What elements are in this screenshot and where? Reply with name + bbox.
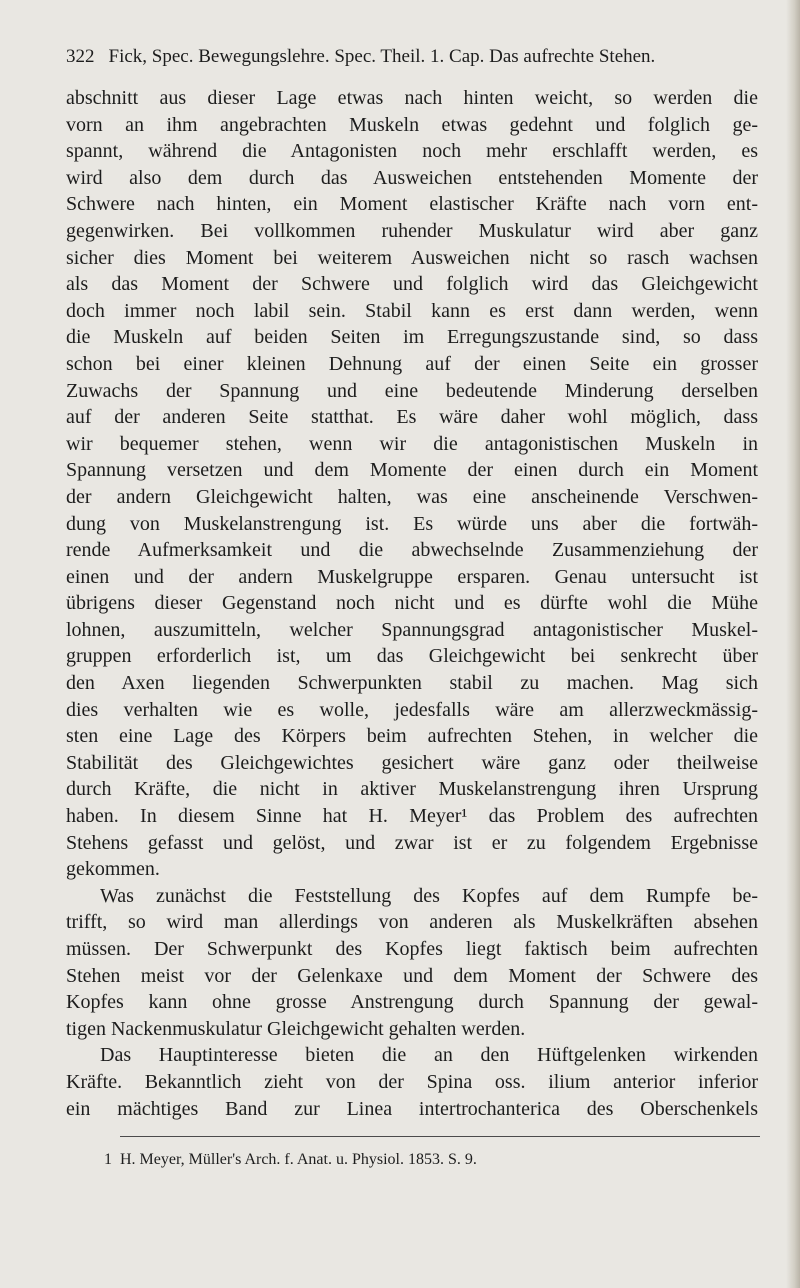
running-header — [66, 44, 746, 70]
text-line: der andern Gleichgewicht halten, was eine anscheinende Verschwen- — [66, 485, 758, 508]
footnote — [104, 1150, 477, 1170]
text-line: Kräfte. Bekanntlich zieht von der Spina oss. ilium anterior inferior — [66, 1070, 758, 1093]
text-line: die Muskeln auf beiden Seiten im Erregungszustande sind, so dass — [66, 326, 758, 349]
text-line: tigen Nackenmuskulatur Gleichgewicht gehalten werden. — [66, 1017, 526, 1040]
text-line: gegenwirken. Bei vollkommen ruhender Muskulatur wird aber ganz — [66, 219, 758, 242]
text-line: haben. In diesem Sinne hat H. Meyer¹ das Problem des aufrechten — [66, 805, 758, 828]
text-line: abschnitt aus dieser Lage etwas nach hinten weicht, so werden die — [66, 87, 758, 109]
text-line: Kopfes kann ohne grosse Anstrengung durch Spannung der gewal- — [66, 991, 758, 1014]
text-line: einen und der andern Muskelgruppe ersparen. Genau untersucht ist — [66, 565, 758, 588]
text-line: wir bequemer stehen, wenn wir die antagonistischen Muskeln in — [66, 432, 758, 455]
text-line: Stehen meist vor der Gelenkaxe und dem Moment der Schwere des — [66, 964, 758, 987]
text-line: dies verhalten wie es wolle, jedesfalls wäre am allerzweckmässig- — [66, 698, 758, 721]
body-text — [66, 85, 758, 1122]
text-line: wird also dem durch das Ausweichen entstehenden Momente der — [66, 166, 758, 189]
text-line: schon bei einer kleinen Dehnung auf der einen Seite ein grosser — [66, 352, 758, 375]
text-line: als das Moment der Schwere und folglich wird das Gleichgewicht — [66, 273, 758, 296]
text-line: vorn an ihm angebrachten Muskeln etwas gedehnt und folglich ge- — [66, 113, 758, 136]
text-line: gekommen. — [66, 858, 160, 881]
footnote-rule — [120, 1136, 760, 1137]
text-line: spannt, während die Antagonisten noch mehr erschlafft werden, es — [66, 140, 758, 163]
text-line: Schwere nach hinten, ein Moment elastischer Kräfte nach vorn ent- — [66, 193, 758, 216]
paragraph-start-line: Was zunächst die Feststellung des Kopfes auf dem Rumpfe be- — [100, 884, 758, 907]
text-line: rende Aufmerksamkeit und die abwechselnde Zusammenziehung der — [66, 539, 758, 562]
text-line: dung von Muskelanstrengung ist. Es würde uns aber die fortwäh- — [66, 512, 758, 535]
footnote-mark: 1 — [104, 1151, 112, 1168]
text-line: sicher dies Moment bei weiterem Ausweichen nicht so rasch wachsen — [66, 246, 758, 269]
text-line: gruppen erforderlich ist, um das Gleichgewicht bei senkrecht über — [66, 645, 758, 668]
page-edge — [786, 0, 800, 1288]
text-line: übrigens dieser Gegenstand noch nicht und es dürfte wohl die Mühe — [66, 592, 758, 615]
text-line: doch immer noch labil sein. Stabil kann es erst dann werden, wenn — [66, 299, 758, 322]
text-line: Zuwachs der Spannung und eine bedeutende Minderung derselben — [66, 379, 758, 402]
running-title: Fick, Spec. Bewegungslehre. Spec. Theil. 1. Cap. Das aufrechte Stehen. — [108, 46, 656, 67]
text-line: lohnen, auszumitteln, welcher Spannungsgrad antagonistischer Muskel- — [66, 618, 758, 641]
footnote-text: H. Meyer, Müller's Arch. f. Anat. u. Physiol. 1853. S. 9. — [120, 1151, 477, 1168]
text-line: Stehens gefasst und gelöst, und zwar ist er zu folgendem Ergebnisse — [66, 831, 758, 854]
text-line: Spannung versetzen und dem Momente der einen durch ein Moment — [66, 459, 758, 482]
page-number: 322 — [66, 46, 95, 67]
text-line: den Axen liegenden Schwerpunkten stabil zu machen. Mag sich — [66, 672, 758, 695]
paragraph-start-line: Das Hauptinteresse bieten die an den Hüftgelenken wirkenden — [100, 1044, 758, 1067]
text-line: ein mächtiges Band zur Linea intertrochanterica des Oberschenkels — [66, 1097, 758, 1120]
text-line: auf der anderen Seite statthat. Es wäre daher wohl möglich, dass — [66, 406, 758, 429]
text-line: trifft, so wird man allerdings von anderen als Muskelkräften absehen — [66, 911, 758, 934]
text-line: Stabilität des Gleichgewichtes gesichert wäre ganz oder theilweise — [66, 751, 758, 774]
text-line: müssen. Der Schwerpunkt des Kopfes liegt faktisch beim aufrechten — [66, 938, 758, 960]
text-line: sten eine Lage des Körpers beim aufrechten Stehen, in welcher die — [66, 725, 758, 748]
text-line: durch Kräfte, die nicht in aktiver Muskelanstrengung ihren Ursprung — [66, 778, 758, 801]
